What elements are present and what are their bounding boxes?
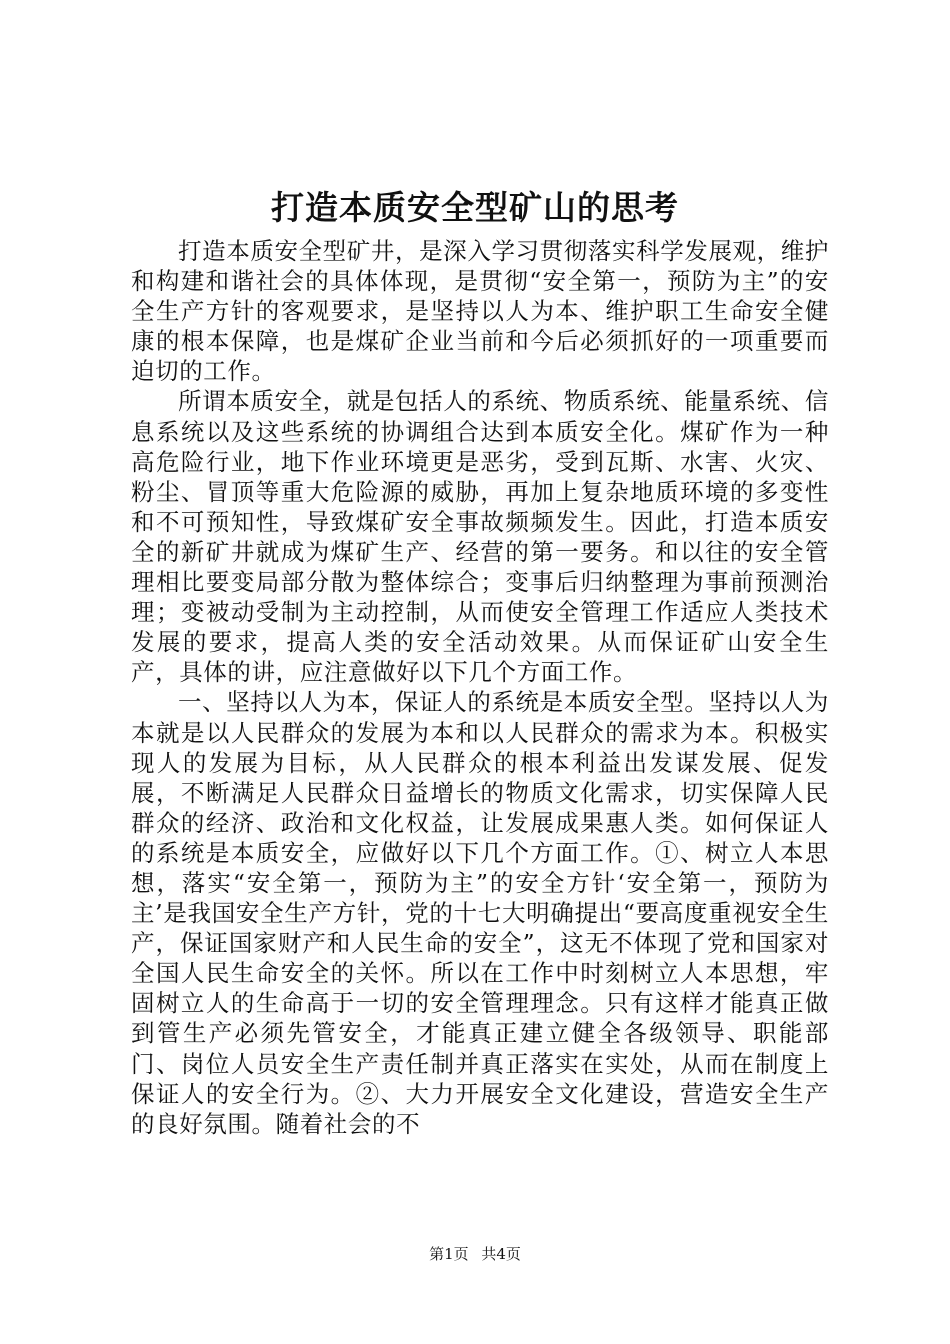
paragraph-section-one: 一、坚持以人为本，保证人的系统是本质安全型。坚持以人为本就是以人民群众的发展为本和以人民群众的需求为本。积极实现人的发展为目标，从人民群众的根本利益出发谋发展、促发展，不断满足人民群众日益增长的物质文化需求，切实保障人民群众的经济、政治和文化权益，让发展成果惠人类。如何保证人的系统是本质安全，应做好以下几个方面工作。①、树立人本思想，落实“安全第一，预防为主”的安全方针‘安全第一，预防为主’是我国安全生产方针，党的十七大明确提出“要高度重视安全生产，保证国家财产和人民生命的安全”，这无不体现了党和国家对全国人民生命安全的关怀。所以在工作中时刻树立人本思想，牢固树立人的生命高于一切的安全管理理念。只有这样才能真正做到管生产必须先管安全，才能真正建立健全各级领导、职能部门、岗位人员安全生产责任制并真正落实在实处，从而在制度上保证人的安全行为。②、大力开展安全文化建设，营造安全生产的良好氛围。随着社会的不	[131, 688, 829, 1138]
page-footer	[0, 1244, 950, 1264]
paragraph-intro: 打造本质安全型矿井，是深入学习贯彻落实科学发展观，维护和构建和谐社会的具体体现，是贯彻“安全第一，预防为主”的安全生产方针的客观要求，是坚持以人为本、维护职工生命安全健康的根本保障，也是煤矿企业当前和今后必须抓好的一项重要而迫切的工作。	[131, 237, 829, 386]
paragraph-definition: 所谓本质安全，就是包括人的系统、物质系统、能量系统、信息系统以及这些系统的协调组合达到本质安全化。煤矿作为一种高危险行业，地下作业环境更是恶劣，受到瓦斯、水害、火灾、粉尘、冒顶等重大危险源的威胁，再加上复杂地质环境的多变性和不可预知性，导致煤矿安全事故频频发生。因此，打造本质安全的新矿井就成为煤矿生产、经营的第一要务。和以往的安全管理相比要变局部分散为整体综合；变事后归纳整理为事前预测治理；变被动受制为主动控制，从而使安全管理工作适应人类技术发展的要求，提高人类的安全活动效果。从而保证矿山安全生产，具体的讲，应注意做好以下几个方面工作。	[131, 387, 829, 687]
page-number: 第1页	[429, 1245, 469, 1263]
document-title: 打造本质安全型矿山的思考	[271, 188, 679, 227]
document-body	[131, 236, 829, 1139]
page-total: 共4页	[481, 1245, 521, 1263]
